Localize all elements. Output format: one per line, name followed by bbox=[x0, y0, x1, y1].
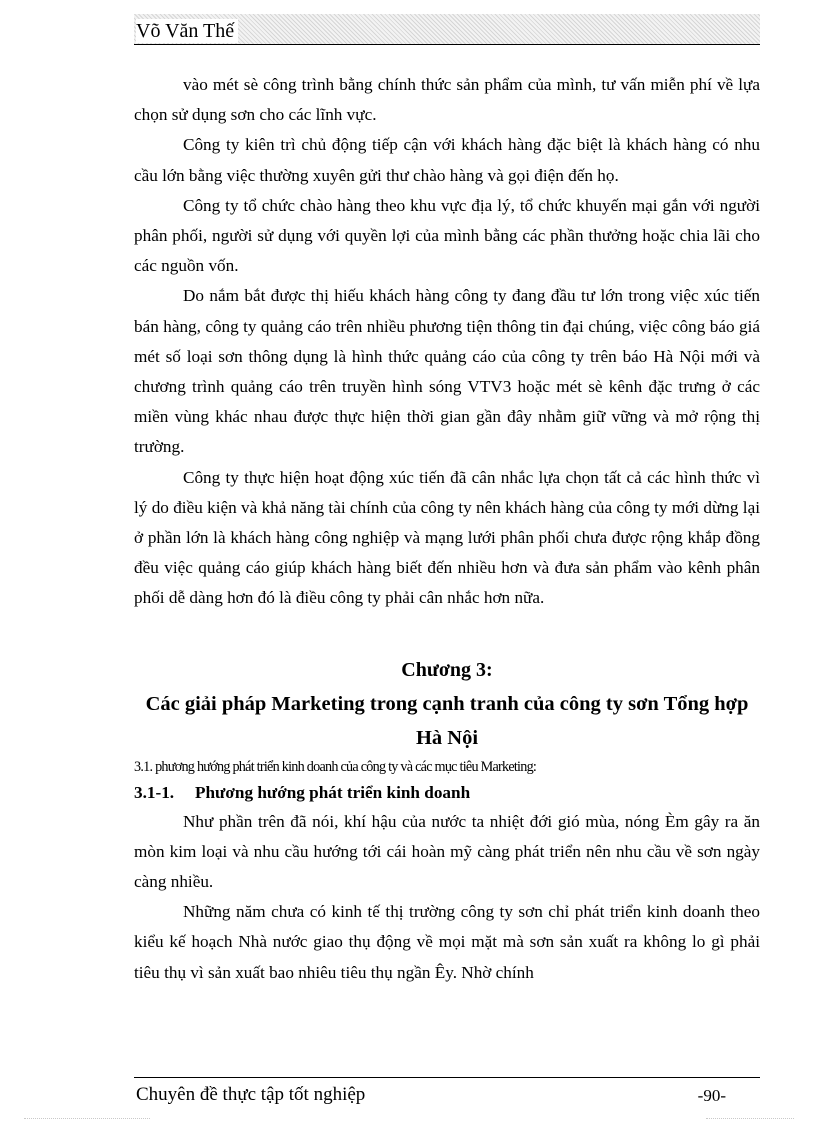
body-paragraph-5: Công ty thực hiện hoạt động xúc tiến đã cân nhắc lựa chọn tất cả các hình thức vì lý do điều kiện và khả năng tài chính của công ty nên khách hàng của công ty mới dừng lại ở phần lớn là khách hàng công nghiệp và mạng lưới phân phối chưa được rộng khắp đồng đều việc quảng cáo giúp khách hàng biết đến nhiều hơn và đưa sản phẩm vào kênh phân phối dễ dàng hơn đó là điều công ty phải cân nhắc hơn nữa. bbox=[134, 467, 760, 608]
subsection-heading bbox=[134, 779, 760, 807]
bottom-edge-right-divider bbox=[706, 1118, 794, 1119]
body-paragraph-4: Do nắm bắt được thị hiếu khách hàng công ty đang đầu tư lớn trong việc xúc tiến bán hàng, công ty quảng cáo trên nhiều phương tiện thông tin đại chúng, việc công báo giá mét số loại sơn thông dụng là hình thức quảng cáo của công ty trên báo Hà Nội mới và chương trình quảng cáo trên truyền hình sóng VTV3 hoặc mét sè kênh đặc trưng ở các miền vùng khác nhau được thực hiện thời gian gần đây nhằm giữ vững và mở rộng thị trường. bbox=[134, 286, 760, 457]
footer-title: Chuyên đề thực tập tốt nghiệp bbox=[136, 1084, 366, 1105]
subsection-number: 3.1-1. bbox=[134, 782, 175, 802]
page-body bbox=[134, 70, 760, 988]
page-number: -90- bbox=[697, 1086, 726, 1105]
subsection-title: Phương hướng phát triển kinh doanh bbox=[195, 782, 471, 802]
section-heading: 3.1. phương hướng phát triển kinh doanh của công ty và các mục tiêu Marketing: bbox=[134, 758, 537, 775]
page-footer bbox=[134, 1077, 760, 1110]
header-author: Võ Văn Thế bbox=[136, 19, 238, 43]
page-header bbox=[134, 14, 760, 45]
section-paragraph-1: Như phần trên đã nói, khí hậu của nước ta nhiệt đới gió mùa, nóng Èm gây ra ăn mòn kim loại và nhu cầu hướng tới cái hoàn mỹ càng phát triển nên nhu cầu về sơn ngày càng nhiều. bbox=[134, 811, 760, 892]
chapter-title: Các giải pháp Marketing trong cạnh tranh của công ty sơn Tổng hợp Hà Nội bbox=[145, 692, 749, 749]
body-paragraph-3: Công ty tổ chức chào hàng theo khu vực địa lý, tổ chức khuyến mại gắn với người phân phối, người sử dụng với quyền lợi của mình bằng các phần thưởng hoặc chia lãi cho các nguồn vốn. bbox=[134, 195, 760, 276]
body-paragraph-2: Công ty kiên trì chủ động tiếp cận với khách hàng đặc biệt là khách hàng có nhu cầu lớn bằng việc thường xuyên gửi thư chào hàng và gọi điện đến họ. bbox=[134, 135, 760, 185]
chapter-heading: Chương 3: bbox=[401, 658, 493, 681]
body-paragraph-1: vào mét sè công trình bằng chính thức sản phẩm của mình, tư vấn miễn phí về lựa chọn sử dụng sơn cho các lĩnh vực. bbox=[134, 75, 760, 125]
section-paragraph-2: Những năm chưa có kinh tế thị trường công ty sơn chỉ phát triển kinh doanh theo kiểu kế hoạch Nhà nước giao thụ động về mọi mặt mà sơn sản xuất ra không lo gì phải tiêu thụ vì sản xuất bao nhiêu tiêu thụ ngần Êy. Nhờ chính bbox=[134, 902, 760, 982]
bottom-edge-left-divider bbox=[24, 1118, 150, 1119]
